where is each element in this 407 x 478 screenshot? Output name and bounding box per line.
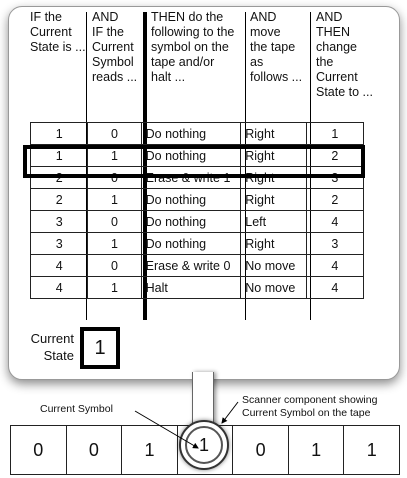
rule-state-cell: 2	[31, 189, 88, 211]
current-state-box: 1	[80, 327, 120, 369]
current-state-label-line2: State	[43, 348, 74, 363]
scanned-symbol: 1	[198, 435, 209, 455]
rule-state-cell: 3	[31, 233, 88, 255]
tape-cell: 0	[11, 426, 67, 474]
rule-next-state-cell: 4	[306, 255, 363, 277]
rule-move-cell: Right	[241, 167, 306, 189]
rule-move-cell: No move	[241, 255, 306, 277]
rule-next-state-cell: 2	[306, 189, 363, 211]
rule-move-cell: Right	[241, 145, 306, 167]
rule-symbol-cell: 1	[88, 145, 141, 167]
header-action-text: THEN do the following to the symbol on the tape and/or halt ...	[151, 10, 235, 84]
rule-next-state-cell: 3	[306, 233, 363, 255]
rule-next-state-cell: 4	[306, 211, 363, 233]
header-current-symbol-text: AND IF the Current Symbol reads ...	[92, 10, 138, 84]
scanner-arrow	[222, 402, 238, 423]
rule-move-cell: Right	[241, 123, 306, 145]
rule-symbol-cell: 0	[88, 211, 141, 233]
rule-state-cell: 1	[31, 123, 88, 145]
tape-cell: 0	[67, 426, 123, 474]
rule-action-cell: Erase & write 1	[141, 167, 241, 189]
rule-move-cell: Right	[241, 233, 306, 255]
tape-cell: 1	[122, 426, 178, 474]
rule-symbol-cell: 1	[88, 277, 141, 299]
rule-next-state-cell: 2	[306, 145, 363, 167]
rule-symbol-cell: 1	[88, 233, 141, 255]
tape-cell: 0	[233, 426, 289, 474]
rule-action-cell: Erase & write 0	[141, 255, 241, 277]
rule-action-cell: Do nothing	[141, 123, 241, 145]
rule-next-state-cell: 3	[306, 167, 363, 189]
rule-next-state-cell: 4	[306, 277, 363, 299]
scanner-annotation-line1: Scanner component showing	[242, 394, 378, 406]
header-current-state-text: IF the Current State is ...	[30, 10, 86, 54]
tape-cell: 1	[289, 426, 345, 474]
rule-action-cell: Do nothing	[141, 145, 241, 167]
rule-symbol-cell: 0	[88, 123, 141, 145]
current-symbol-annotation: Current Symbol	[40, 403, 113, 415]
rule-move-cell: Right	[241, 189, 306, 211]
rule-state-cell: 2	[31, 167, 88, 189]
header-next-state-text: AND THEN change the Current State to ...	[316, 10, 373, 99]
rule-next-state-cell: 1	[306, 123, 363, 145]
current-symbol-arrow	[135, 411, 198, 448]
rule-state-cell: 4	[31, 255, 88, 277]
rule-action-cell: Do nothing	[141, 211, 241, 233]
header-move-text: AND move the tape as follows ...	[250, 10, 303, 84]
rule-symbol-cell: 0	[88, 255, 141, 277]
rule-action-cell: Do nothing	[141, 233, 241, 255]
rule-action-cell: Halt	[141, 277, 241, 299]
rule-symbol-cell: 1	[88, 189, 141, 211]
rule-move-cell: Left	[241, 211, 306, 233]
tape-cell: 1	[366, 439, 377, 460]
rule-action-cell: Do nothing	[141, 189, 241, 211]
rule-symbol-cell: 0	[88, 167, 141, 189]
rule-state-cell: 3	[31, 211, 88, 233]
current-state-label-line1: Current	[30, 331, 74, 346]
rule-state-cell: 4	[31, 277, 88, 299]
scanner-annotation-line2: Current Symbol on the tape	[242, 407, 371, 419]
rule-state-cell: 1	[31, 145, 88, 167]
rule-move-cell: No move	[241, 277, 306, 299]
